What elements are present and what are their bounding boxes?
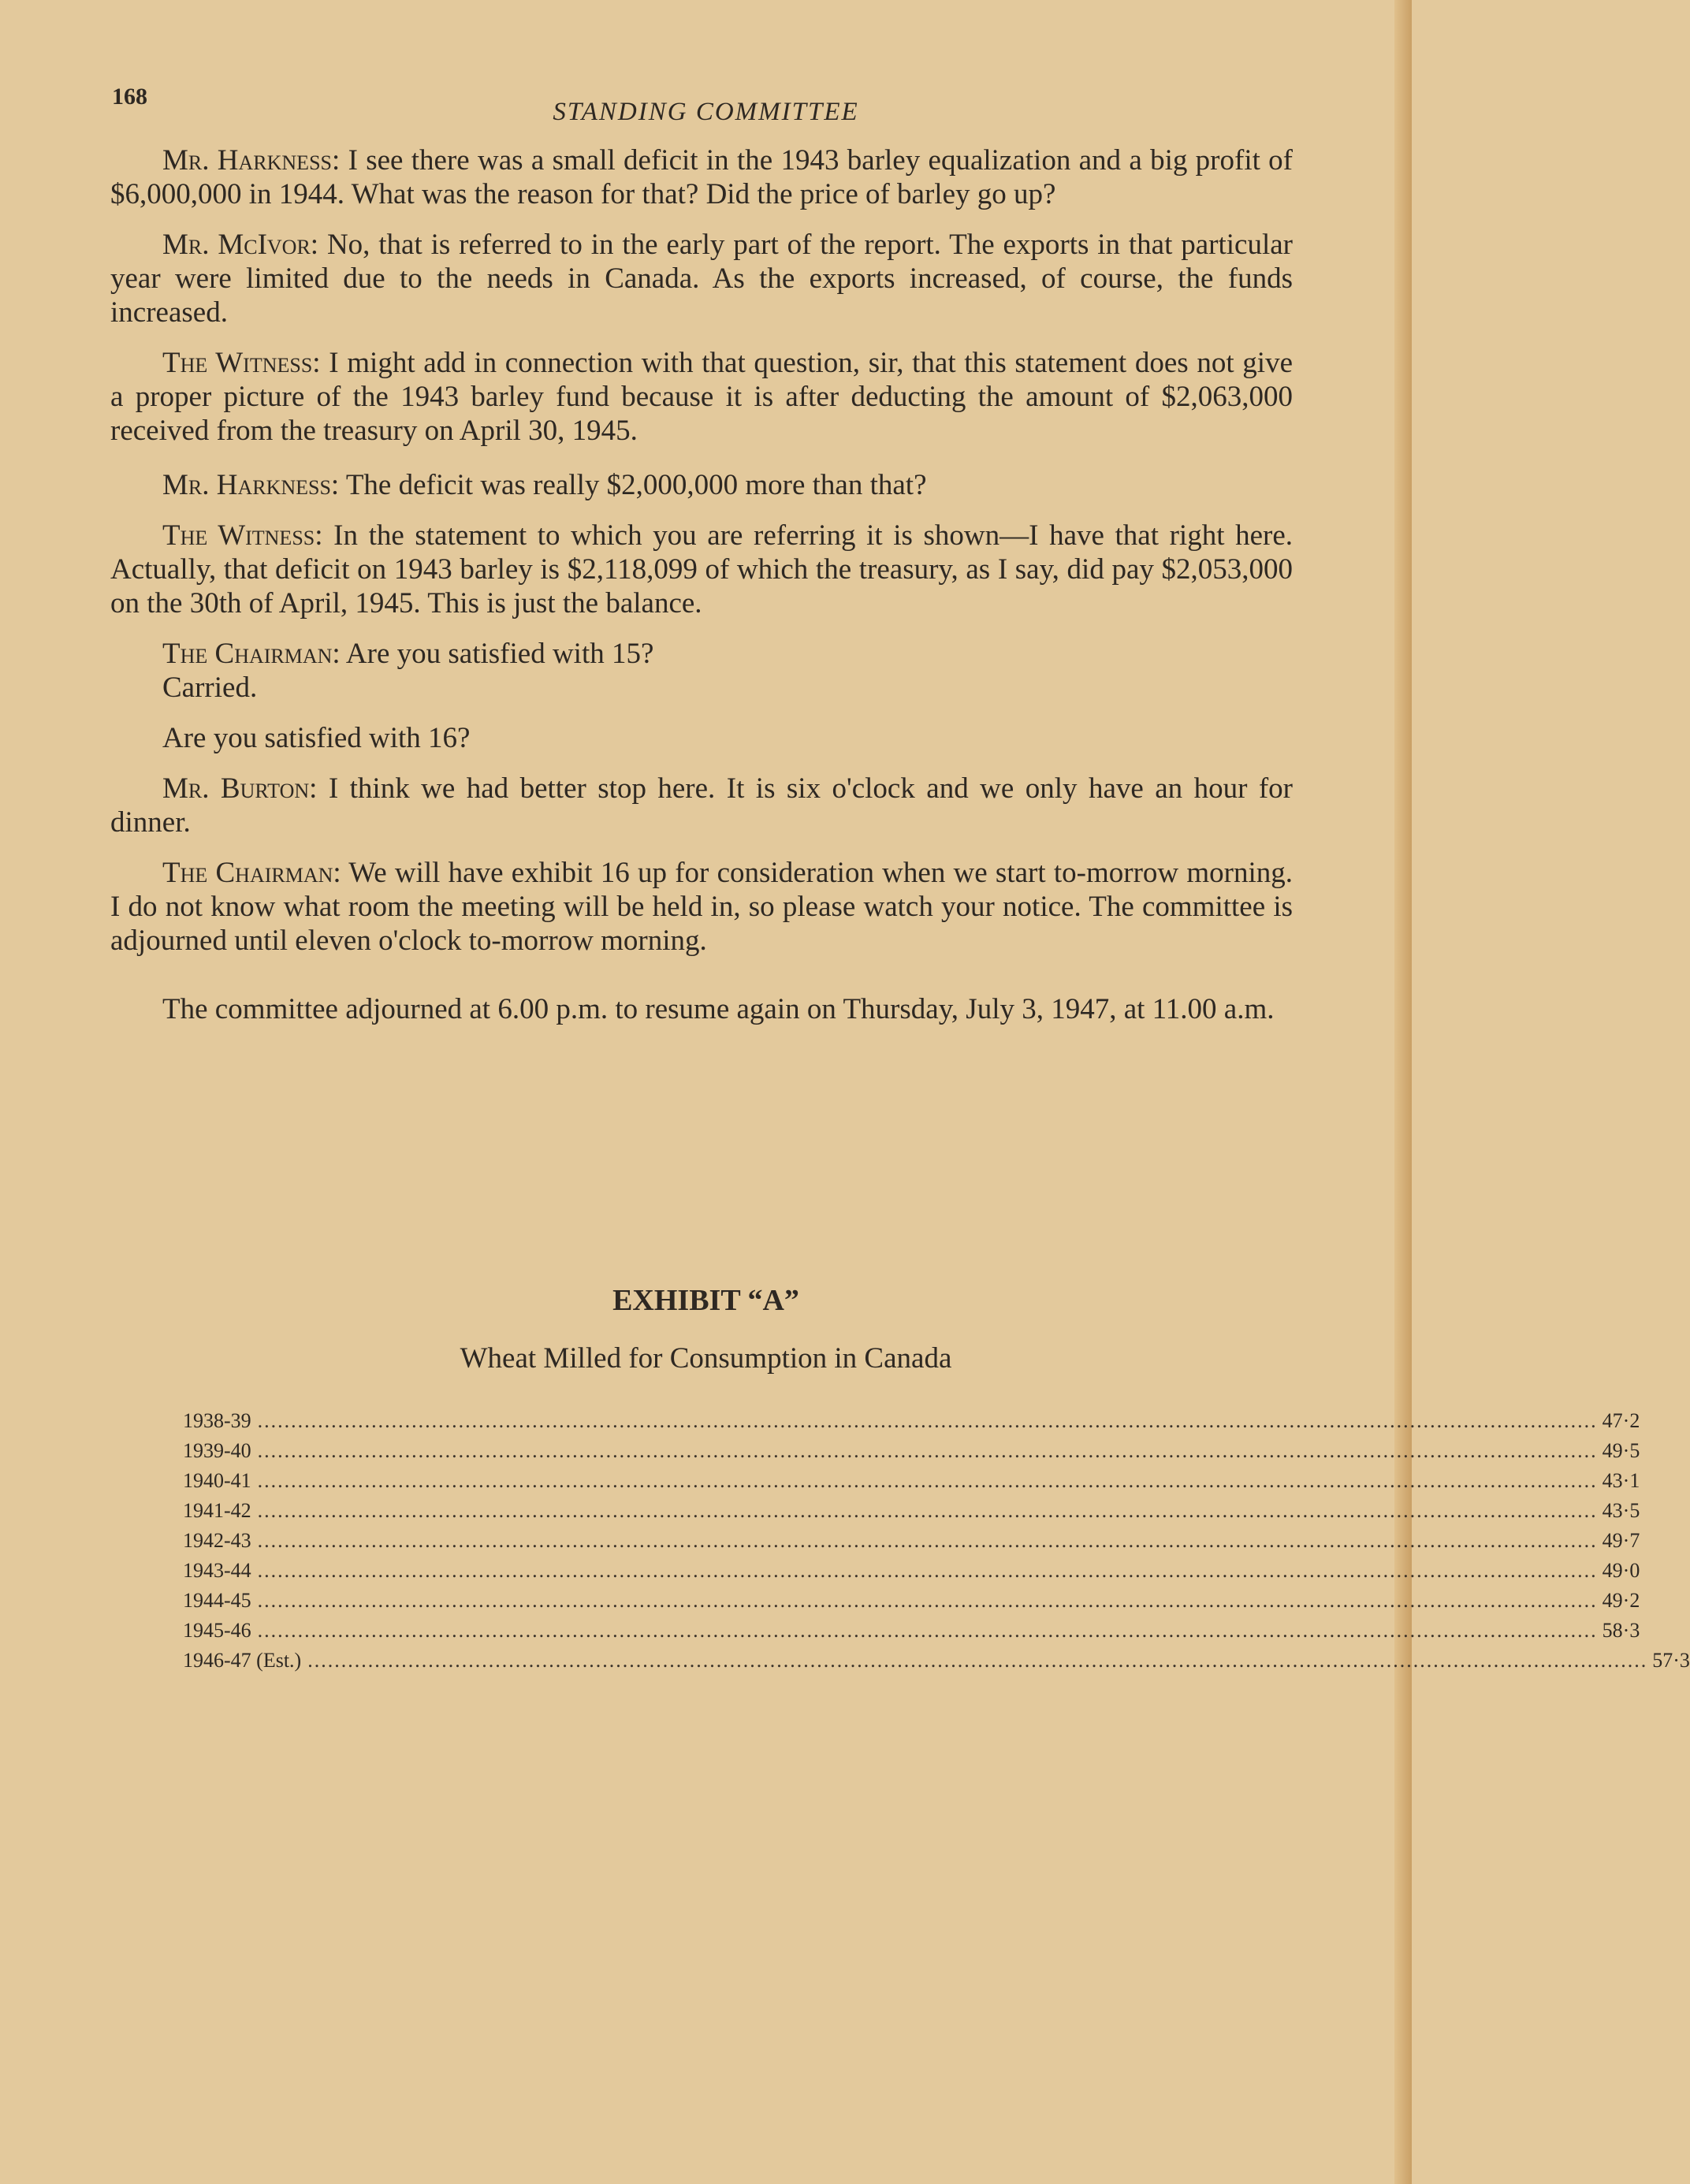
exhibit-title: EXHIBIT “A” (612, 1284, 799, 1317)
paragraph-text: The deficit was really $2,000,000 more than that? (345, 469, 927, 501)
quantity: 49·7 (1602, 1529, 1640, 1552)
paragraph (110, 637, 1293, 671)
page-edge (1394, 0, 1412, 2184)
paragraph-text: The committee adjourned at 6.00 p.m. to resume again on Thursday, July 3, 1947, at 11.00 a.m. (162, 993, 1275, 1025)
quantity: 43·5 (1602, 1499, 1640, 1522)
paragraph (110, 228, 1293, 329)
dot-leader: ........................................................................................................................................................................................................ (257, 1529, 1598, 1552)
table-row (183, 1526, 1640, 1556)
paragraph (110, 519, 1293, 620)
crop-year: 1941-42 (183, 1499, 251, 1522)
dot-leader: ........................................................................................................................................................................................................ (257, 1589, 1598, 1612)
table-row (183, 1496, 1640, 1526)
paragraph-text: No, that is referred to in the early part of the report. The exports in that particular year were limited due to the needs in Canada. As the exports increased, of course, the funds increased. (110, 229, 1293, 329)
crop-year: 1944-45 (183, 1589, 251, 1612)
crop-year: 1940-41 (183, 1469, 251, 1492)
paragraph-text: I might add in connection with that question, sir, that this statement does not give a proper picture of the 1943 barley fund because it is after deducting the amount of $2,063,000 received from the treasury on April 30, 1945. (110, 347, 1293, 447)
speaker-name: The Witness: (162, 519, 323, 552)
crop-year: 1945-46 (183, 1619, 251, 1642)
dot-leader: ........................................................................................................................................................................................................ (257, 1619, 1598, 1642)
paragraph (110, 346, 1293, 448)
quantity: 49·0 (1602, 1559, 1640, 1582)
paragraph-text: I think we had better stop here. It is six o'clock and we only have an hour for dinner. (110, 772, 1294, 839)
table-row (183, 1406, 1640, 1436)
table-row (183, 1466, 1640, 1496)
paragraph (110, 772, 1293, 839)
quantity: 47·2 (1602, 1409, 1640, 1432)
crop-year: 1939-40 (183, 1439, 251, 1462)
speaker-name: Mr. McIvor: (162, 229, 319, 261)
crop-year: 1942-43 (183, 1529, 251, 1552)
speaker-name: Mr. Burton: (162, 772, 318, 805)
dot-leader: ........................................................................................................................................................................................................ (257, 1559, 1598, 1582)
paragraph (110, 468, 1293, 502)
running-head: STANDING COMMITTEE (553, 98, 859, 126)
paragraph (110, 856, 1293, 958)
paragraph-text: I see there was a small deficit in the 1943 barley equalization and a big profit of $6,000,000 in 1944. What was the reason for that? Did the price of barley go up? (110, 144, 1294, 210)
table-row (183, 1616, 1640, 1646)
page-number: 168 (112, 84, 147, 110)
paragraph-text: Carried. (162, 672, 258, 704)
speaker-name: Mr. Harkness: (162, 144, 341, 177)
dot-leader: ........................................................................................................................................................................................................ (307, 1649, 1648, 1672)
paragraph-text: We will have exhibit 16 up for consideration when we start to-morrow morning. I do not know what room the meeting will be held in, so please watch your notice. The committee is adjourned until eleven o'clock to-morrow morning. (110, 857, 1293, 957)
paragraph (110, 721, 1293, 755)
crop-year: 1938-39 (183, 1409, 251, 1432)
quantity: 57·3 (1652, 1649, 1690, 1672)
speaker-name: The Chairman: (162, 638, 341, 670)
table-row (183, 1646, 1690, 1676)
table-row (183, 1586, 1640, 1616)
speaker-name: The Witness: (162, 347, 321, 379)
paragraph-text: Are you satisfied with 15? (345, 638, 654, 670)
paragraph (110, 143, 1293, 211)
paragraph (110, 671, 1293, 705)
table-row (183, 1436, 1640, 1466)
quantity: 49·5 (1602, 1439, 1640, 1462)
speaker-name: Mr. Harkness: (162, 469, 340, 501)
paragraph-text: Are you satisfied with 16? (162, 722, 471, 754)
table-row (183, 1556, 1640, 1586)
dot-leader: ........................................................................................................................................................................................................ (257, 1469, 1598, 1492)
dot-leader: ........................................................................................................................................................................................................ (257, 1439, 1598, 1462)
quantity: 49·2 (1602, 1589, 1640, 1612)
quantity: 58·3 (1602, 1619, 1640, 1642)
wheat-milled-table (183, 1406, 1690, 1676)
exhibit-subtitle: Wheat Milled for Consumption in Canada (460, 1342, 952, 1375)
crop-year: 1946-47 (Est.) (183, 1649, 302, 1672)
paragraph-text: In the statement to which you are referring it is shown—I have that right here. Actually, that deficit on 1943 barley is $2,118,099 of which the treasury, as I say, did pay $2,053,000 on the 30th of April, 1945. This is just the balance. (110, 519, 1294, 619)
quantity: 43·1 (1602, 1469, 1640, 1492)
paragraph (110, 992, 1293, 1026)
dot-leader: ........................................................................................................................................................................................................ (257, 1409, 1598, 1432)
speaker-name: The Chairman: (162, 857, 341, 889)
dot-leader: ........................................................................................................................................................................................................ (257, 1499, 1598, 1522)
transcript-body (110, 143, 1293, 1043)
crop-year: 1943-44 (183, 1559, 251, 1582)
